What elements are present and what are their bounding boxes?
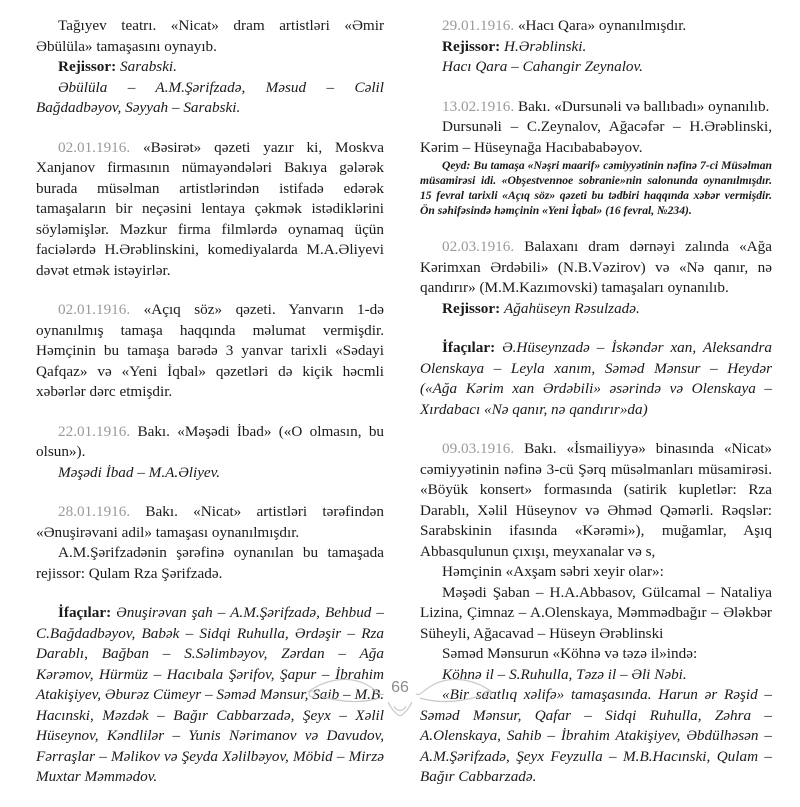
entry-date: 09.03.1916. — [442, 440, 515, 457]
entry-body: Bakı. «Nicat» artistləri tərəfindən «Ənuşirəvani adil» tamaşası oynanılmışdır. — [36, 503, 384, 541]
director-name: Sarabski. — [120, 58, 177, 75]
page-footer — [0, 672, 800, 722]
entry-enushirevan — [36, 502, 384, 788]
entry-text — [420, 97, 772, 118]
cast-list: Hacı Qara – Cahangir Zeynalov. — [442, 58, 643, 75]
entry-body: «Hacı Qara» oynanılmışdır. — [517, 17, 687, 34]
director-label: Rejissor: — [442, 37, 501, 55]
entry-body: «Bəsirət» qəzeti yazır ki, Moskva Xanjanov firmasının nümayəndələri Bakıya gələrək burada müsəlman artistlərindən istifadə edərək tamaşaların bir neçəsini lentaya çəkmək istədiklərini söyləmişlər. Məzkur firma filmlərdə oynamaq üçün faciələrdə H.Ərəblinskini, komediyalarda M.A.Əliyevi dəvət etmək istəyirlər. — [36, 138, 384, 279]
entry-emir-ebulula — [36, 16, 384, 119]
director-label: Rejissor: — [442, 299, 501, 317]
entry-date: 29.01.1916. — [442, 17, 515, 34]
entry-date: 28.01.1916. — [58, 503, 131, 520]
entry-date: 02.01.1916. — [58, 301, 131, 318]
entry-date: 13.02.1916. — [442, 97, 515, 115]
director-line — [420, 37, 772, 58]
cast-paragraph — [420, 338, 772, 420]
cast-list: «Bir saatlıq xəlifə» tamaşasında. Harun ər Rəşid – Səməd Mənsur, Qafar – Sidqi Ruhulla, Zəhra – A.Olenskaya, Sahib – İbrahim Atakişiyev, Əbdülhəsən – A.M.Şərifzadə, Şeyx Feyzulla – M.B.Hacınski, Qulam – Bağır Cabbarzadə. — [420, 686, 772, 785]
cast-list: Ənuşirəvan şah – A.M.Şərifzadə, Behbud – C.Bağdadbəyov, Babək – Sidqi Ruhulla, Ərdəşir – Rza Darablı, Bağban – S.Səlimbəyov, Zərdan – Ağa Kərəmov, Hürmüz – Hacıbala Şərifov, Şapur – İbrahim Atakişiyev, Əburəz Cümeyr – Səməd Mənsur, Saib – M.B. Hacınski, Məzdək – Bağır Cabbarzadə, Şeyx – Xəlil Hüseynov, Kəndlilər – Yunis Nərimanov və Davudov, Fərraşlar – Məlikov və Şeyda Xəlilbəyov, Möbid – Mirzə Muxtar Məmmədov. — [36, 604, 384, 785]
entry-date: 02.03.1916. — [442, 238, 515, 255]
entry-date: 02.01.1916. — [58, 138, 131, 156]
entry-dursuneli — [420, 97, 772, 219]
entry-body: Bakı. «Dursunəli və ballıbadı» oynanılıb. — [517, 97, 770, 115]
cast-list: Dursunəli – C.Zeynalov, Ağacəfər – H.Ərəblinski, Kərim – Hüseynağa Hacıbababəyov. — [420, 118, 772, 156]
footnote: Qeyd: Bu tamaşa «Nəşri maarif» cəmiyyətinin nəfinə 7-ci Müsəlman müsamirəsi idi. «Obşestvennoe sobranie»nin salonunda oynanılmışdır. 15 fevral tarixli «Açıq söz» qəzeti bu tədbiri haqqında xəbər vermişdir. Ön səhifəsində həmçinin «Yeni İqbal» (16 fevral, №234). — [420, 159, 772, 217]
entry-haci-qara — [420, 16, 772, 78]
entry-ismailiyye — [420, 439, 772, 788]
entry-text — [36, 422, 384, 463]
entry-text — [36, 300, 384, 403]
entry-paragraph: Həmçinin «Axşam səbri xeyir olar»: — [442, 563, 664, 580]
entry-besiret — [36, 138, 384, 282]
entry-aciq-soz — [36, 300, 384, 403]
cast-label: İfaçılar: — [442, 339, 496, 356]
entry-text — [420, 439, 772, 562]
director-line — [36, 57, 384, 78]
director-label: Rejissor: — [58, 58, 117, 75]
entry-body: «Açıq söz» qəzeti. Yanvarın 1-də oynanılmış tamaşa haqqında məlumat vermişdir. Həmçinin bu tamaşa barədə 3 yanvar tarixli «Sədayi Qafqaz» və «Yeni İqbal» qəzetləri də kiçik həcmli xəbərlər dərc etmişdir. — [36, 301, 385, 400]
entry-balaxani — [420, 237, 772, 420]
entry-note: A.M.Şərifzadənin şərəfinə oynanılan bu tamaşada rejissor: Qulam Rza Şərifzadə. — [36, 544, 384, 582]
entry-text — [36, 138, 384, 282]
cast-list: Ə.Hüseynzadə – İskəndər xan, Aleksandra Olenskaya – Leyla xanım, Səməd Mənsur – Heydər («Ağa Kərim xan Ərdəbili» əsərində və Olenskaya – Xırdabacı «Nə qanır, nə qandırır»da) — [420, 339, 772, 418]
entry-text — [420, 16, 772, 37]
entry-date: 22.01.1916. — [58, 422, 131, 440]
cast-label: İfaçılar: — [58, 604, 112, 621]
entry-text — [36, 502, 384, 543]
director-line — [420, 299, 772, 320]
entry-body: Balaxanı dram dərnəyi zalında «Ağa Kərimxan Ərdəbili» (N.B.Vəzirov) və «Nə qanır, nə qandırır» (M.M.Kazımovski) tamaşaları oynanılıb. — [420, 238, 772, 296]
director-name: Ağahüseyn Rəsulzadə. — [504, 299, 640, 317]
entry-body: Bakı. «Məşədi İbad» («O olmasın, bu olsun»). — [36, 422, 385, 460]
cast-list: Köhnə il – S.Ruhulla, Təzə il – Əli Nəbi. — [442, 665, 687, 683]
cast-list: Məşədi Şaban – H.A.Abbasov, Gülcamal – Nataliya Lizina, Çimnaz – A.Olenskaya, Məmmədbağır – Ələkbər Süheyli, Ağacavad – Hüseyn Ərəblinski — [420, 583, 772, 642]
page-number: 66 — [391, 679, 409, 696]
entry-text — [420, 237, 772, 299]
director-name: H.Ərəblinski. — [504, 37, 587, 55]
entry-paragraph: Səməd Mənsurun «Köhnə və təzə il»ində: — [442, 645, 698, 662]
entry-meshedi-ibad — [36, 422, 384, 484]
entry-body: Bakı. «İsmailiyyə» binasında «Nicat» cəmiyyətinin nəfinə 3-cü Şərq müsəlmanları müsamirəsi. «Böyük konsert» formasında (satirik kupletlər: Rza Darablı, Xəlil Hüseynov və Əhməd Qəmərli. Rəqslər: Sarabskinin ifasında «Kərəmi»), muğamlar, Aşıq Abbasqulunun çıxışı, meyxanalar və s, — [420, 440, 773, 560]
cast-list: Əbülüla – A.M.Şərifzadə, Məsud – Cəlil Bağdadbəyov, Səyyah – Sarabski. — [36, 78, 384, 116]
cast-list: Məşədi İbad – M.A.Əliyev. — [58, 463, 221, 481]
entry-text: Tağıyev teatrı. «Nicat» dram artistləri «Əmir Əbülüla» tamaşasını oynayıb. — [36, 17, 384, 55]
